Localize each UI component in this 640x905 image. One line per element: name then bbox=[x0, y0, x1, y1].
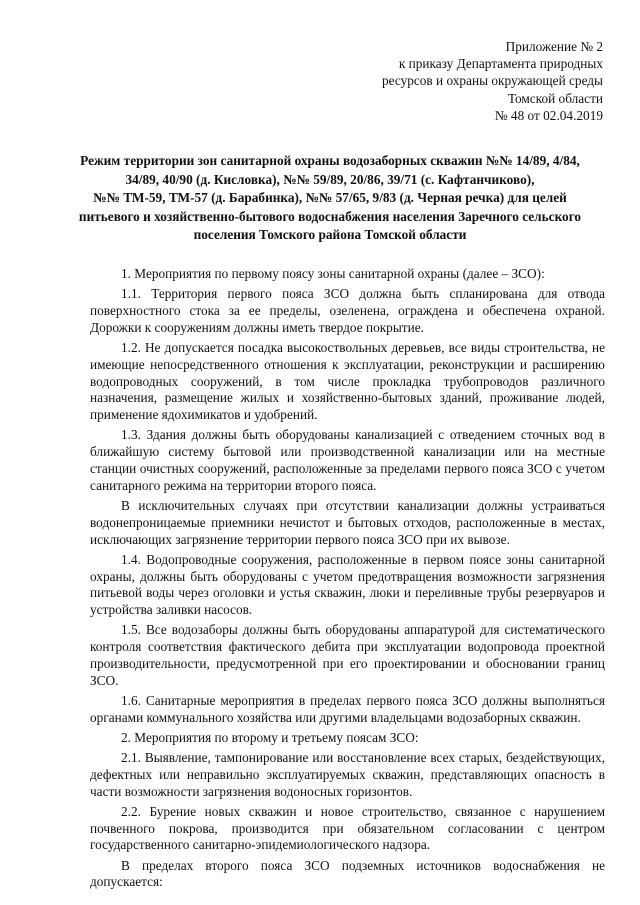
title-line: 34/89, 40/90 (д. Кисловка), №№ 59/89, 20/86, 39/71 (с. Кафтанчиково), bbox=[125, 171, 535, 187]
paragraph-1-6: 1.6. Санитарные мероприятия в пределах первого пояса ЗСО должны выполняться органами коммунального хозяйства или другими владельцами водозаборных скважин. bbox=[90, 692, 605, 725]
paragraph-1-2: 1.2. Не допускается посадка высокоствольных деревьев, все виды строительства, не имеющие непосредственного отношения к эксплуатации, реконструкции и расширению водопроводных сооружений, в том числе прокладка трубопроводов различного назначения, размещение жилых и хозяйственно-бытовых зданий, проживание людей, применение ядохимикатов и удобрений. bbox=[90, 339, 605, 423]
section-heading-first-belt: 1. Мероприятия по первому поясу зоны санитарной охраны (далее – ЗСО): bbox=[121, 266, 545, 281]
header-line-order-ref: к приказу Департамента природных bbox=[398, 56, 603, 72]
header-line-region: Томской области bbox=[507, 90, 603, 106]
header-line-order-number-date: № 48 от 02.04.2019 bbox=[494, 107, 603, 123]
title-line: Режим территории зон санитарной охраны водозаборных скважин №№ 14/89, 4/84, bbox=[80, 153, 580, 168]
title-line: №№ ТМ-59, ТМ-57 (д. Барабинка), №№ 57/65, 9/83 (д. Черная речка) для целей bbox=[93, 190, 567, 206]
paragraph-1-3-exception: В исключительных случаях при отсутствии канализации должны устраиваться водонепроницаемые приемники нечистот и бытовых отходов, расположенные в местах, исключающих загрязнение территории первого пояса ЗСО при их вывозе. bbox=[90, 497, 605, 547]
paragraph-second-belt-prohibitions: В пределах второго пояса ЗСО подземных источников водоснабжения не допускается: bbox=[90, 857, 605, 890]
paragraph-1-5: 1.5. Все водозаборы должны быть оборудованы аппаратурой для систематического контроля соответствия фактического дебита при эксплуатации водопровода проектной производительности, предусмотренной при его проектировании и обосновании границ ЗСО. bbox=[90, 622, 605, 688]
paragraph-2-1: 2.1. Выявление, тампонирование или восстановление всех старых, бездействующих, дефектных или неправильно эксплуатируемых скважин, представляющих опасность в части возможности загрязнения водоносных горизонтов. bbox=[90, 750, 605, 799]
appendix-header bbox=[303, 38, 603, 124]
document-body bbox=[90, 266, 605, 895]
header-line-appendix-number: Приложение № 2 bbox=[505, 39, 603, 54]
section-heading-second-third-belt: 2. Мероприятия по второму и третьему поясам ЗСО: bbox=[121, 729, 419, 745]
paragraph-1-3: 1.3. Здания должны быть оборудованы канализацией с отведением сточных вод в ближайшую систему бытовой или производственной канализации или на местные станции очистных сооружений, расположенные за пределами первого пояса ЗСО с учетом санитарного режима на территории второго пояса. bbox=[90, 427, 605, 493]
paragraph-1-1: 1.1. Территория первого пояса ЗСО должна быть спланирована для отвода поверхностного стока за ее пределы, озеленена, ограждена и обеспечена охраной. Дорожки к сооружениям должны иметь твердое покрытие. bbox=[90, 286, 605, 335]
header-line-department: ресурсов и охраны окружающей среды bbox=[381, 73, 603, 89]
paragraph-2-2: 2.2. Бурение новых скважин и новое строительство, связанное с нарушением почвенного покрова, производится при обязательном согласовании с центром государственного санитарно-эпидемиологического надзора. bbox=[90, 803, 605, 853]
paragraph-1-4: 1.4. Водопроводные сооружения, расположенные в первом поясе зоны санитарной охраны, должны быть оборудованы с учетом предотвращения возможности загрязнения питьевой воды через оголовки и устья скважин, люки и переливные трубы резервуаров и устройства заливки насосов. bbox=[90, 551, 605, 618]
title-line: питьевого и хозяйственно-бытового водоснабжения населения Заречного сельского bbox=[78, 208, 582, 224]
title-line: поселения Томского района Томской области bbox=[193, 227, 467, 243]
document-title bbox=[60, 152, 600, 245]
